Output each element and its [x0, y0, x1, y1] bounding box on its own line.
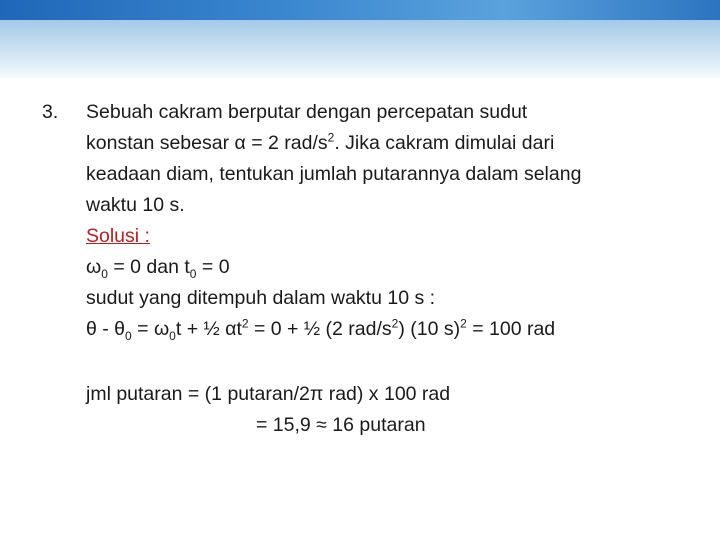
solution-heading: Solusi :: [86, 225, 150, 247]
problem-item: [42, 97, 712, 221]
final-result: = 15,9 ≈ 16 putaran: [256, 414, 426, 436]
angular-displacement-equation: $\theta - \theta_0 = \omega_0t$ + ½ $\alpha t^2 = 0$ + ½ (2 rad/$s^2$) (10 s)$^2$ = 100 rad: [86, 316, 556, 343]
problem-line-3: keadaan diam, tentukan jumlah putarannya dalam selang: [86, 163, 582, 185]
problem-line-1: Sebuah cakram berputar dengan percepatan sudut: [86, 101, 528, 123]
solution-block: [42, 221, 712, 441]
banner-gradient: [0, 20, 720, 78]
problem-statement: [86, 97, 712, 221]
revolution-formula: jml putaran = (1 putaran/2π rad) x 100 rad: [86, 383, 451, 405]
spacer: [86, 345, 712, 379]
problem-line-2: konstan sebesar α = 2 rad/$s^2$. Jika cakram dimulai dari: [86, 130, 555, 154]
problem-number: 3.: [42, 101, 59, 123]
problem-line-4: waktu 10 s.: [86, 194, 185, 216]
banner-top-strip: [0, 0, 720, 20]
header-banner: [0, 0, 720, 78]
initial-conditions: $\omega_0 = 0$ dan $t_0 = 0$: [86, 256, 230, 281]
slide-content: [42, 97, 712, 441]
distance-label: sudut yang ditempuh dalam waktu 10 s :: [86, 287, 436, 309]
